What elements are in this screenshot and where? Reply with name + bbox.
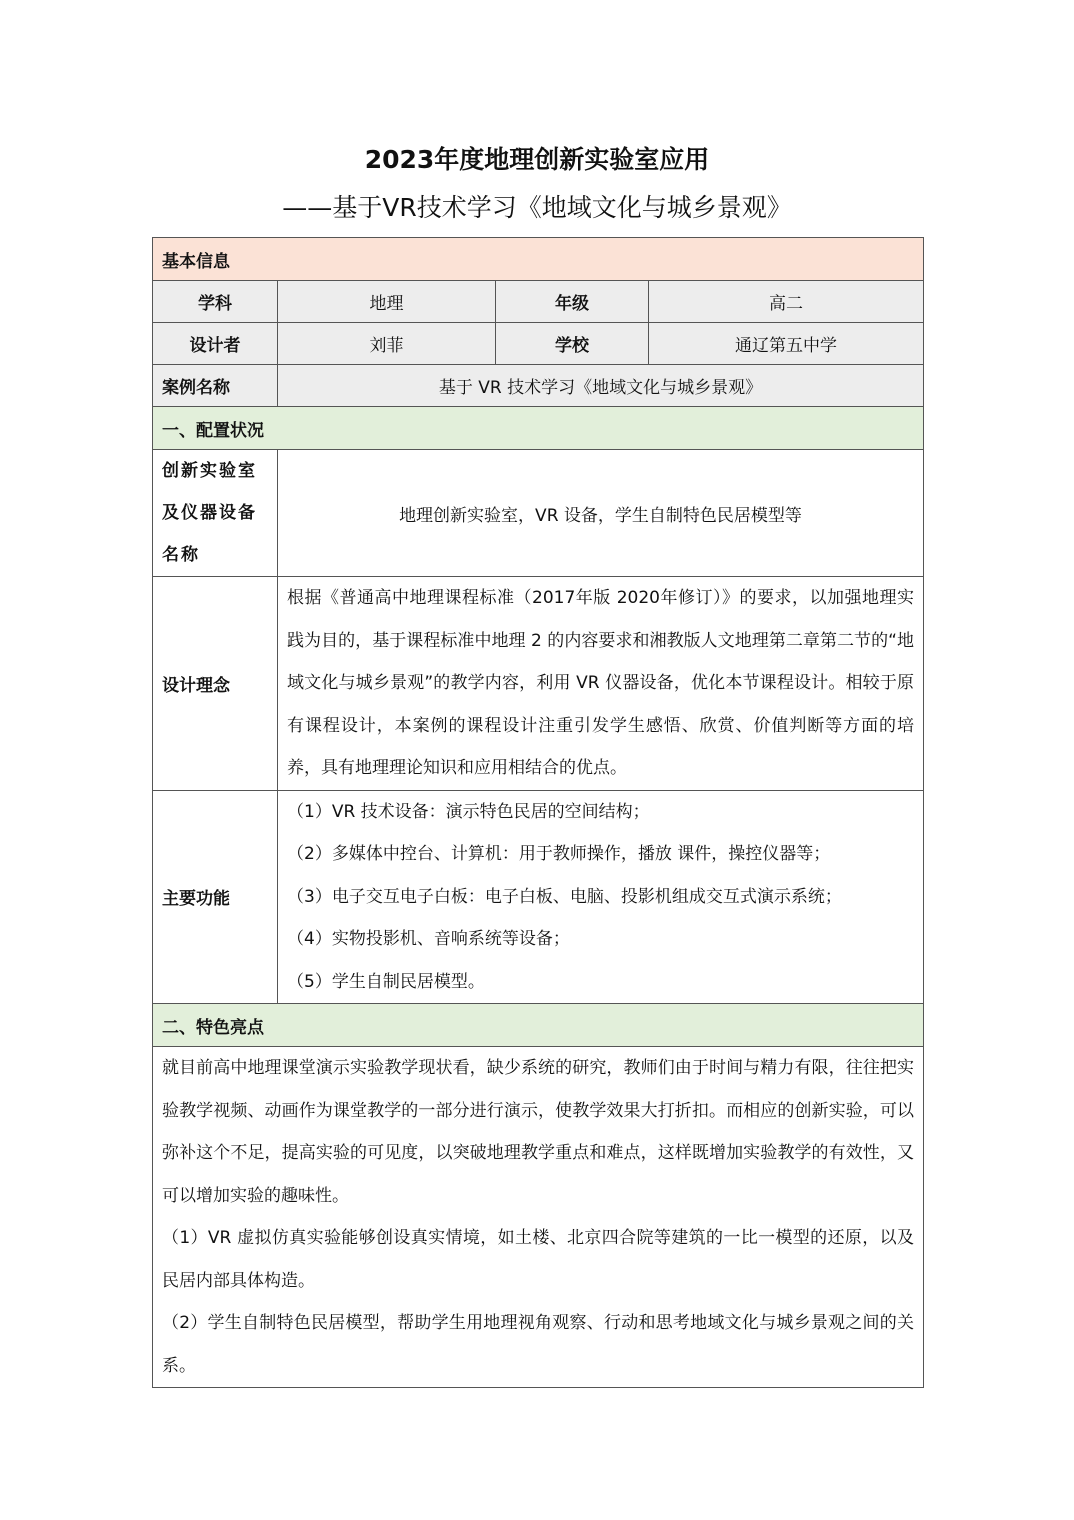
function-item: （1）VR 技术设备：演示特色民居的空间结构； [287, 801, 650, 822]
school-value: 通辽第五中学 [649, 323, 924, 365]
subject-label: 学科 [153, 281, 278, 323]
highlights-body [153, 1047, 924, 1388]
subject-value: 地理 [278, 281, 496, 323]
highlight-paragraph: （1）VR 虚拟仿真实验能够创设真实情境，如土楼、北京四合院等建筑的一比一模型的还原，以及民居内部具体构造。 [162, 1228, 914, 1291]
document-title: 2023年度地理创新实验室应用 [364, 145, 710, 174]
equipment-value: 地理创新实验室，VR 设备，学生自制特色民居模型等 [278, 450, 924, 577]
case-table [152, 237, 924, 1388]
case-name-label: 案例名称 [153, 365, 278, 407]
highlight-paragraph: 就目前高中地理课堂演示实验教学现状看，缺少系统的研究，教师们由于时间与精力有限，往往把实验教学视频、动画作为课堂教学的一部分进行演示，使教学效果大打折扣。而相应的创新实验，可以弥补这个不足，提高实验的可见度，以突破地理教学重点和难点，这样既增加实验教学的有效性，又可以增加实验的趣味性。 [162, 1058, 914, 1206]
function-item: （5）学生自制民居模型。 [287, 971, 485, 992]
highlight-paragraph: （2）学生自制特色民居模型，帮助学生用地理视角观察、行动和思考地域文化与城乡景观之间的关系。 [162, 1313, 914, 1376]
function-item: （4）实物投影机、音响系统等设备； [287, 929, 570, 949]
equipment-label-line: 创新实验室 [162, 461, 257, 481]
section-highlights-header: 二、特色亮点 [153, 1004, 924, 1047]
design-concept-text: 根据《普通高中地理课程标准（2017年版 2020年修订）》的要求，以加强地理实践为目的，基于课程标准中地理 2 的内容要求和湘教版人文地理第二章第二节的“地域文化与城乡景观”的教学内容，利用 VR 仪器设备，优化本节课程设计。相较于原有课程设计，本案例的课程设计注重引发学生感悟、欣赏、价值判断等方面的培养，具有地理理论知识和应用相结合的优点。 [278, 577, 924, 791]
grade-value: 高二 [649, 281, 924, 323]
equipment-label-line: 及仪器设备 [162, 503, 257, 523]
equipment-label [153, 450, 278, 577]
document-subtitle: ——基于VR技术学习《地域文化与城乡景观》 [282, 193, 792, 222]
equipment-label-line: 名称 [162, 545, 200, 565]
main-functions-list [278, 790, 924, 1004]
school-label: 学校 [496, 323, 649, 365]
designer-value: 刘菲 [278, 323, 496, 365]
case-name-value: 基于 VR 技术学习《地域文化与城乡景观》 [278, 365, 924, 407]
function-item: （3）电子交互电子白板：电子白板、电脑、投影机组成交互式演示系统； [287, 886, 842, 907]
designer-label: 设计者 [153, 323, 278, 365]
design-concept-label: 设计理念 [153, 577, 278, 791]
main-functions-label: 主要功能 [153, 790, 278, 1004]
section-config-header: 一、配置状况 [153, 407, 924, 450]
function-item: （2）多媒体中控台、计算机：用于教师操作，播放 课件，操控仪器等； [287, 844, 831, 864]
grade-label: 年级 [496, 281, 649, 323]
basic-info-header: 基本信息 [153, 238, 924, 281]
